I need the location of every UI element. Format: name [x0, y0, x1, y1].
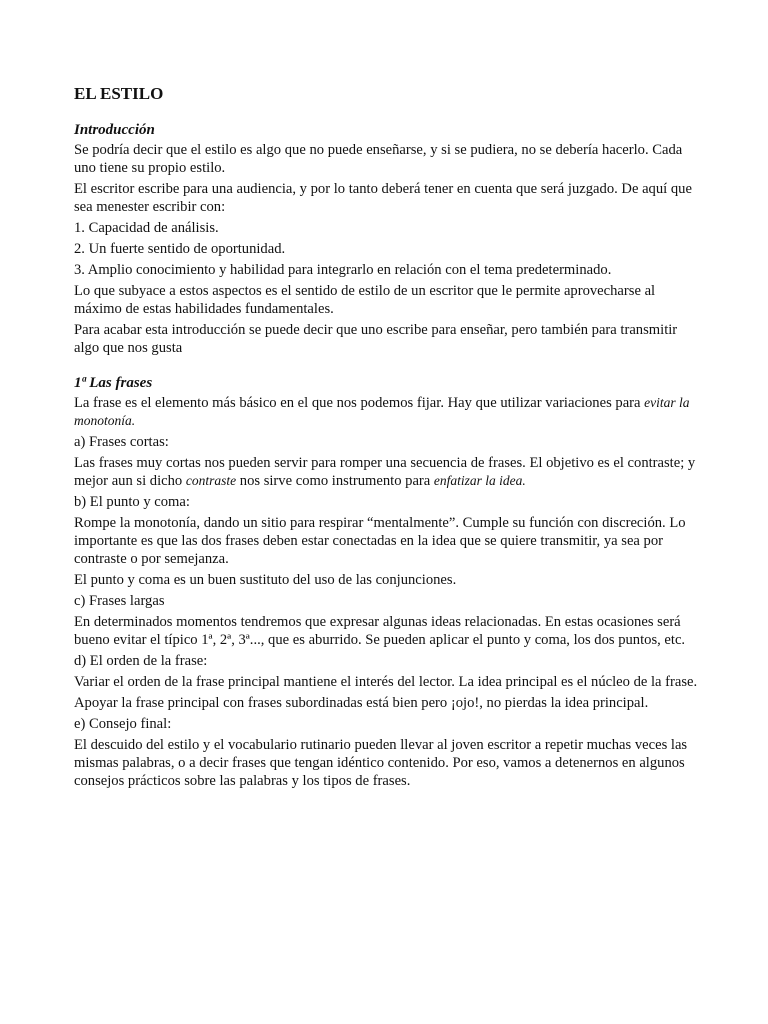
- list-item: 1. Capacidad de análisis.: [74, 220, 219, 236]
- paragraph: Rompe la monotonía, dando un sitio para respirar “mentalmente”. Cumple su función con discreción. Lo importante es que las dos frases deben estar conectadas en la idea que se quiere transmitir, ya sea por contraste o por semejanza.: [74, 515, 686, 567]
- paragraph: El descuido del estilo y el vocabulario rutinario pueden llevar al joven escritor a repetir muchas veces las mismas palabras, o a decir frases que tengan idéntico contenido. Por eso, vamos a detenernos en algunos consejos prácticos sobre las palabras y los tipos de frases.: [74, 737, 688, 789]
- section-heading-frases: 1ª Las frases: [74, 375, 153, 391]
- emphasis-text: enfatizar la idea.: [433, 473, 526, 488]
- text-span: Las frases muy cortas nos pueden servir para romper una secuencia de frases. El objetivo es el contraste; y mejor aun si dicho: [74, 455, 696, 489]
- text-span: nos sirve como instrumento para: [236, 473, 434, 489]
- paragraph: [74, 394, 704, 430]
- paragraph: [74, 454, 704, 490]
- paragraph: Variar el orden de la frase principal mantiene el interés del lector. La idea principal es el núcleo de la frase.: [74, 674, 698, 690]
- paragraph: El escritor escribe para una audiencia, y por lo tanto deberá tener en cuenta que será juzgado. De aquí que sea menester escribir con:: [74, 181, 692, 215]
- paragraph: Para acabar esta introducción se puede decir que uno escribe para enseñar, pero también para transmitir algo que nos gusta: [74, 322, 678, 356]
- subsection-title: c) Frases largas: [74, 593, 165, 609]
- text-span: La frase es el elemento más básico en el que nos podemos fijar. Hay que utilizar variaciones para: [74, 395, 645, 411]
- paragraph: En determinados momentos tendremos que expresar algunas ideas relacionadas. En estas ocasiones será bueno evitar el típico 1ª, 2ª, 3ª..., que es aburrido. Se pueden aplicar el punto y coma, los dos puntos, etc.: [74, 614, 686, 648]
- paragraph: El punto y coma es un buen sustituto del uso de las conjunciones.: [74, 572, 457, 588]
- subsection-title: a) Frases cortas:: [74, 434, 169, 450]
- list-item: 3. Amplio conocimiento y habilidad para integrarlo en relación con el tema predeterminado.: [74, 262, 612, 278]
- document-title: EL ESTILO: [74, 84, 164, 103]
- paragraph: Lo que subyace a estos aspectos es el sentido de estilo de un escritor que le permite aprovecharse al máximo de estas habilidades fundamentales.: [74, 283, 656, 317]
- subsection-title: b) El punto y coma:: [74, 494, 190, 510]
- document-page: [74, 84, 704, 793]
- list-item: 2. Un fuerte sentido de oportunidad.: [74, 241, 286, 257]
- emphasis-text: contraste: [185, 473, 237, 488]
- paragraph: Apoyar la frase principal con frases subordinadas está bien pero ¡ojo!, no pierdas la idea principal.: [74, 695, 649, 711]
- subsection-title: e) Consejo final:: [74, 716, 172, 732]
- paragraph: Se podría decir que el estilo es algo que no puede enseñarse, y si se pudiera, no se debería hacerlo. Cada uno tiene su propio estilo.: [74, 142, 683, 176]
- emphasis-text: evitar la monotonía.: [74, 395, 690, 428]
- subsection-title: d) El orden de la frase:: [74, 653, 208, 669]
- section-heading-intro: Introducción: [74, 122, 155, 138]
